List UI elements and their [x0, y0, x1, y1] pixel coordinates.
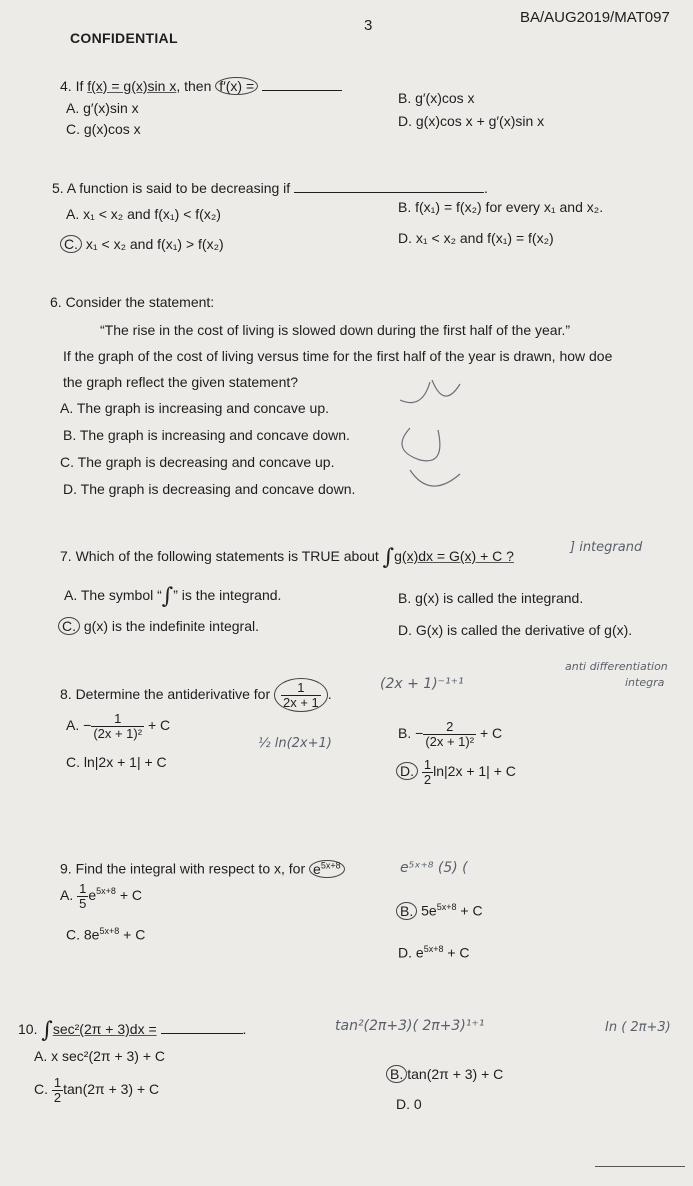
- integral-symbol: ∫: [382, 545, 395, 570]
- q10-stem: 10. ∫sec²(2π + 3)dx = .: [18, 1018, 247, 1043]
- q5-option-d[interactable]: D. x₁ < x₂ and f(x₁) = f(x₂): [398, 230, 554, 246]
- q9-option-a[interactable]: A. $\frac{1}{5}$ $e^{5x+8} + C$: [60, 881, 143, 911]
- confidential-label: CONFIDENTIAL: [70, 30, 178, 46]
- q8-stem: 8. Determine the antiderivative for $\frac{1}{2x + 1}$ .: [60, 678, 332, 712]
- q10-pencil-note-2: In ( 2π+3): [605, 1020, 671, 1035]
- q10-pencil-note: tan²(2π+3)( 2π+3)¹⁺¹: [335, 1018, 485, 1034]
- q8-pencil-note-1: (2x + 1)⁻¹⁺¹: [380, 676, 464, 692]
- q5-answer-blank[interactable]: [294, 180, 484, 193]
- exam-code: BA/AUG2019/MAT097: [520, 9, 670, 26]
- q10-option-a[interactable]: A. x sec²(2π + 3) + C: [34, 1048, 166, 1064]
- q6-option-d[interactable]: D. The graph is decreasing and concave down.: [63, 481, 356, 497]
- q4-option-b[interactable]: B. g′(x)cos x: [398, 90, 475, 106]
- q4-answer-blank[interactable]: [262, 78, 342, 91]
- q7-stem: 7. Which of the following statements is TRUE about ∫g(x)dx = G(x) + C ?: [60, 545, 514, 570]
- integral-symbol: ∫: [161, 584, 174, 609]
- q6-pencil-sketches: [370, 370, 480, 500]
- q5-stem: 5. A function is said to be decreasing if .: [52, 180, 488, 196]
- q4-stem-then: , then: [176, 78, 212, 94]
- q5-option-c[interactable]: C. x₁ < x₂ and f(x₁) > f(x₂): [60, 236, 224, 252]
- q4-option-d[interactable]: D. g(x)cos x + g′(x)sin x: [398, 113, 545, 129]
- q9-pencil-note: e⁵ˣ⁺⁸ (5) (: [400, 860, 468, 876]
- q9-stem: 9. Find the integral with respect to x, for $e^{5x+8}$: [60, 860, 345, 877]
- q8-fraction: $\frac{1}{2x + 1}$: [274, 678, 328, 712]
- footer-rule: [595, 1166, 685, 1167]
- q6-option-b[interactable]: B. The graph is increasing and concave down.: [63, 427, 350, 443]
- q5-option-b[interactable]: B. f(x₁) = f(x₂) for every x₁ and x₂.: [398, 199, 604, 215]
- q6-option-c[interactable]: C. The graph is decreasing and concave up.: [60, 454, 335, 470]
- q7-option-b[interactable]: B. g(x) is called the integrand.: [398, 590, 584, 606]
- q6-line2: If the graph of the cost of living versus time for the first half of the year is drawn, how doe: [63, 348, 613, 364]
- q10-option-d[interactable]: D. 0: [396, 1096, 422, 1112]
- q6-line3: the graph reflect the given statement?: [63, 374, 299, 390]
- q9-option-d[interactable]: D. $e^{5x+8} + C$: [398, 944, 470, 961]
- q7-stem-equation: g(x)dx = G(x) + C ?: [394, 548, 514, 565]
- q4-option-a[interactable]: A. g′(x)sin x: [66, 100, 139, 116]
- q10-option-b[interactable]: B. tan(2π + 3) + C: [386, 1066, 503, 1082]
- q7-option-d[interactable]: D. G(x) is called the derivative of g(x).: [398, 622, 633, 638]
- q6-option-a[interactable]: A. The graph is increasing and concave up.: [60, 400, 330, 416]
- page-number: 3: [364, 17, 373, 34]
- q7-option-a[interactable]: A. The symbol “∫” is the integrand.: [64, 584, 282, 609]
- q8-option-b[interactable]: B. − $\frac{2}{\text{(2x + 1)²}}$ + C: [398, 719, 503, 749]
- q8-pencil-note-2: anti differentiation: [565, 660, 668, 673]
- q7-option-c[interactable]: C. g(x) is the indefinite integral.: [58, 618, 259, 634]
- q8-pencil-note-3: integra: [625, 676, 665, 689]
- q4-option-c[interactable]: C. g(x)cos x: [66, 121, 141, 137]
- q10-option-c[interactable]: C. $\frac{1}{2}$ tan(2π + 3) + C: [34, 1075, 160, 1105]
- q4-stem: [60, 78, 342, 94]
- q8-option-a[interactable]: A. − $\frac{1}{\text{(2x + 1)²}}$ + C: [66, 711, 171, 741]
- q5-option-a[interactable]: A. x₁ < x₂ and f(x₁) < f(x₂): [66, 206, 221, 222]
- q7-pencil-note: ] integrand: [570, 540, 643, 555]
- q8-option-d[interactable]: D. $\frac{1}{2}$ ln|2x + 1| + C: [396, 758, 516, 786]
- q8-option-c[interactable]: C. ln|2x + 1| + C: [66, 754, 167, 770]
- q9-option-c[interactable]: C. $8e^{5x+8} + C$: [66, 926, 146, 943]
- q4-stem-prefix: 4. If: [60, 78, 84, 94]
- q4-stem-equation: f(x) = g(x)sin x: [87, 78, 177, 94]
- q6-quote: “The rise in the cost of living is slowed down during the first half of the year.”: [100, 322, 571, 338]
- q8-pencil-note-4: ½ ln(2x+1): [258, 736, 332, 751]
- integral-symbol: ∫: [41, 1018, 53, 1043]
- q6-stem: 6. Consider the statement:: [50, 294, 215, 310]
- q10-answer-blank[interactable]: [161, 1021, 243, 1034]
- q4-stem-target: f′(x) =: [215, 77, 258, 95]
- q9-option-b[interactable]: B. $5e^{5x+8} + C$: [396, 902, 483, 919]
